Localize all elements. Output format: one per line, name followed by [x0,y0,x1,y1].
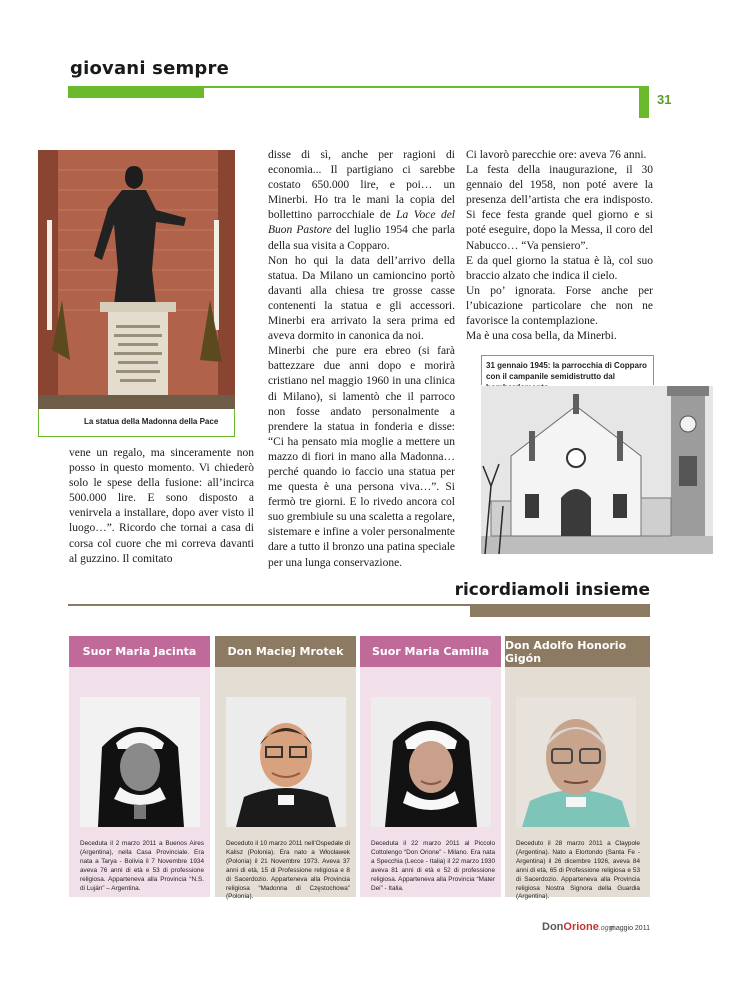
article-column-3 [466,148,653,344]
text-run: del luglio 1954 che parla della sua visita a Copparo. [268,224,456,252]
newsletter-title: La Voce del Buon Pastore [268,209,455,237]
article-paragraph: Non ho qui la data dell’arrivo della statua. Da Milano un camioncino portò davanti alla chiesa tre grosse casse contenenti la statua e gli accessori. Minerbi era arrivato la sera prima ed aveva dormito in canonica da noi. [268,254,455,343]
card-name: Don Adolfo Honorio Gigón [505,636,650,667]
memorial-section-title: ricordiamoli insieme [454,580,650,600]
card-body [360,667,501,897]
page-number: 31 [657,92,672,107]
card-description: Deceduta il 22 marzo 2011 al Piccolo Cottolengo “Don Orione” - Milano. Era nata a Specchia (Lecce - Italia) il 22 marzo 1930 aveva 81 anni di età e 52 di professione religiosa. Apparteneva alla Provincia “Mater Dei” - Italia. [371,840,495,892]
logo-oggi: .oggi [598,925,615,932]
portrait-photo [371,697,491,827]
card-body [505,667,650,901]
card-body [69,667,210,897]
article-column-1 [69,446,254,567]
article-column-2 [268,148,455,571]
caption-border [653,355,654,377]
logo-orione: Orione [563,921,599,933]
section-rule-accent [470,604,650,617]
article-paragraph: Ci lavorò parecchie ore: aveva 76 anni. [466,149,647,161]
memorial-card [505,636,650,901]
article-paragraph: Un po’ ignorata. Forse anche per l’ubicazione particolare che non ne favorisce la contemplazione. [466,284,653,328]
memorial-card [69,636,210,897]
logo-don: Don [542,921,564,933]
statue-caption: La statua della Madonna della Pace [38,409,235,437]
article-paragraph: Ma è una cosa bella, da Minerbi. [466,330,617,343]
section-header-title: giovani sempre [70,58,229,79]
card-description: Deceduto il 28 marzo 2011 a Claypole (Argentina). Nato a Elortondo (Santa Fe - Argentina) il 26 dicembre 1926, aveva 84 anni di età, 65 di Professione religiosa e 53 di Sacerdozio. Apparteneva alla Provincia religiosa Nostra Signora della Guardia (Argentina). [516,840,640,901]
card-name: Don Maciej Mrotek [215,636,356,667]
issue-date: maggio 2011 [610,925,650,932]
magazine-logo [542,921,614,933]
article-paragraph: vene un regalo, ma sinceramente non posso in questo momento. Vi chiederò solo le spese della fusione: all’incirca 500.000 lire. E sono disposto a venirvela a installare, dopo aver visto il luogo…”. Ricordo che tornai a casa di corsa col cuore che mi correva davanti al guzzino. Il comitato [69,447,254,565]
card-name: Suor Maria Jacinta [69,636,210,667]
church-caption: 31 gennaio 1945: la parrocchia di Copparo con il campanile semidistrutto dal [481,355,654,385]
statue-photo [38,150,235,409]
card-description: Deceduta il 2 marzo 2011 a Buenos Aires (Argentina), nella Casa Provinciale. Era nata a Tarya - Bolivia il 7 Novembre 1934 aveva 76 anni di età e 53 di professione religiosa. Apparteneva alla Provincia “N.S. di Luján” – Argentina. [80,840,204,892]
header-rule-accent [68,86,204,98]
portrait-photo [516,697,636,827]
memorial-card [215,636,356,901]
portrait-photo [80,697,200,827]
article-paragraph [268,148,455,254]
header-rule-vertical [639,86,649,118]
article-paragraph: La festa della inaugurazione, il 30 gennaio del 1958, non poté avere la presenza dell’artista che era indisposto. Si fece festa grande quel giorno e si poté eseguire, dopo la Messa, il coro del Nabucco… “Va pensiero”. [466,164,653,252]
card-name: Suor Maria Camilla [360,636,501,667]
article-paragraph: E da quel giorno la statua è là, col suo braccio alzato che indica il cielo. [466,254,653,282]
card-body [215,667,356,901]
text-run: disse di sì, anche per ragioni di economia... Il partigiano ci sarebbe costato 650.000 lire, e poi… un Minerbi. Ho tra le mani la copia del bollettino parrocchiale de [268,149,455,222]
card-description: Deceduto il 10 marzo 2011 nell’Ospedale di Kalisz (Polonia). Era nato a Włocławek (Polonia) il 21 Novembre 1973. Aveva 37 anni di età, 15 di Professione religiosa e 8 di Sacerdozio. Apparteneva alla Provincia religiosa “Madonna di Częstochowa” (Polonia). [226,840,350,901]
article-paragraph: Minerbi che pure era ebreo (si farà battezzare due anni dopo e morirà cristiano nel maggio 1960 in una clinica di Milano), si lamentò che il parroco non fosse andato personalmente a prendere la statua in fonderia e disse: “Ci ha pensato mia moglie a mettere un mazzo di fiori in mano alla Madonna… perché quando io faccio una statua per me questa è una persona viva…”. Si fermò tre giorni. E lo rivedo ancora col suo grembiule su una scaletta a regolare, sistemare e infine a voler personalmente dare a tutto il bronzo una patina speciale per una lunga conservazione. [268,345,455,569]
portrait-photo [226,697,346,827]
memorial-card [360,636,501,897]
church-photo [481,386,713,554]
